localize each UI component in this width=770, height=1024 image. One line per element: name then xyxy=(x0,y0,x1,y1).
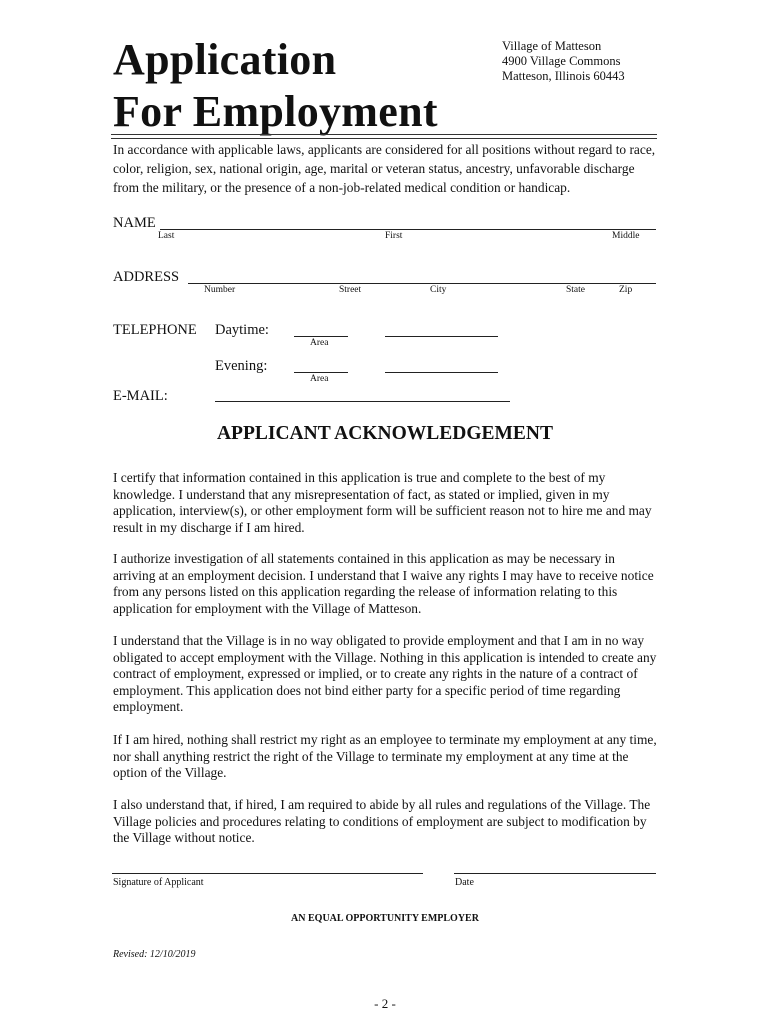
evening-label: Evening: xyxy=(215,358,268,374)
address-sub-street: Street xyxy=(339,285,362,295)
address-line: Matteson, Illinois 60443 xyxy=(502,69,625,83)
name-input-line[interactable] xyxy=(160,229,656,230)
name-label: NAME xyxy=(113,215,156,231)
address-input-line[interactable] xyxy=(188,283,656,284)
acknowledgement-heading: APPLICANT ACKNOWLEDGEMENT xyxy=(216,423,554,444)
daytime-number-line[interactable] xyxy=(385,336,498,337)
name-sub-middle: Middle xyxy=(612,231,640,241)
date-line[interactable] xyxy=(454,873,656,874)
daytime-label: Daytime: xyxy=(215,322,269,338)
address-sub-city: City xyxy=(430,285,447,295)
email-input-line[interactable] xyxy=(215,401,510,402)
address-sub-state: State xyxy=(566,285,585,295)
daytime-area-label: Area xyxy=(310,338,329,348)
acknowledgement-paragraph-1: I certify that information contained in this application is true and complete to the best of my knowledge. I understand that any misrepresentation of fact, as stated or implied, given in my application, interview(s), or other employment form will be sufficient reason not to hire me and may result in my discharge if I am hired. xyxy=(113,470,652,535)
date-label: Date xyxy=(455,877,474,888)
acknowledgement-paragraph-4: If I am hired, nothing shall restrict my right as an employee to terminate my employment at any time, nor shall anything restrict the right of the Village to terminate my employment at any time at the option of the Village. xyxy=(113,732,657,780)
village-address xyxy=(502,39,625,84)
signature-line[interactable] xyxy=(112,873,423,874)
evening-number-line[interactable] xyxy=(385,372,498,373)
revised-date: Revised: 12/10/2019 xyxy=(113,949,196,960)
page-number: - 2 - xyxy=(374,996,396,1011)
form-title-line1: Application xyxy=(113,35,337,84)
evening-area-label: Area xyxy=(310,374,329,384)
intro-statement: In accordance with applicable laws, applicants are considered for all positions without regard to race, color, religion, sex, national origin, age, marital or veteran status, ancestry, unfavorable discharge from the military, or the presence of a non-job-related medical condition or handicap. xyxy=(113,142,656,195)
header-divider-thin xyxy=(111,138,657,139)
acknowledgement-paragraph-3: I understand that the Village is in no way obligated to provide employment and that I am in no way obligated to accept employment with the Village. Nothing in this application is intended to create any contract of employment, expressed or implied, or to create any rights in the nature of a contract of employment. This application does not bind either party for a specific period of time regarding employment. xyxy=(113,633,657,714)
equal-opportunity-statement: AN EQUAL OPPORTUNITY EMPLOYER xyxy=(291,913,479,924)
address-sub-zip: Zip xyxy=(619,285,633,295)
evening-area-code-line[interactable] xyxy=(294,372,348,373)
email-label: E-MAIL: xyxy=(113,388,168,404)
form-title-line2: For Employment xyxy=(113,87,438,136)
acknowledgement-paragraph-5: I also understand that, if hired, I am required to abide by all rules and regulations of the Village. The Village policies and procedures relating to conditions of employment are subject to modification by the Village without notice. xyxy=(113,797,651,845)
address-label: ADDRESS xyxy=(113,269,180,285)
name-sub-last: Last xyxy=(158,231,175,241)
name-sub-first: First xyxy=(385,231,403,241)
acknowledgement-paragraph-2: I authorize investigation of all statements contained in this application as may be necessary in arriving at an employment decision. I understand that I waive any rights I may have to receive notice from any persons listed on this application regarding the release of information relating to this application for employment with the Village of Matteson. xyxy=(113,551,654,616)
address-line: 4900 Village Commons xyxy=(502,54,621,68)
address-line: Village of Matteson xyxy=(502,39,602,53)
header-divider xyxy=(111,134,657,135)
telephone-label: TELEPHONE xyxy=(113,322,197,338)
daytime-area-code-line[interactable] xyxy=(294,336,348,337)
signature-label: Signature of Applicant xyxy=(113,877,204,888)
address-sub-number: Number xyxy=(204,285,236,295)
